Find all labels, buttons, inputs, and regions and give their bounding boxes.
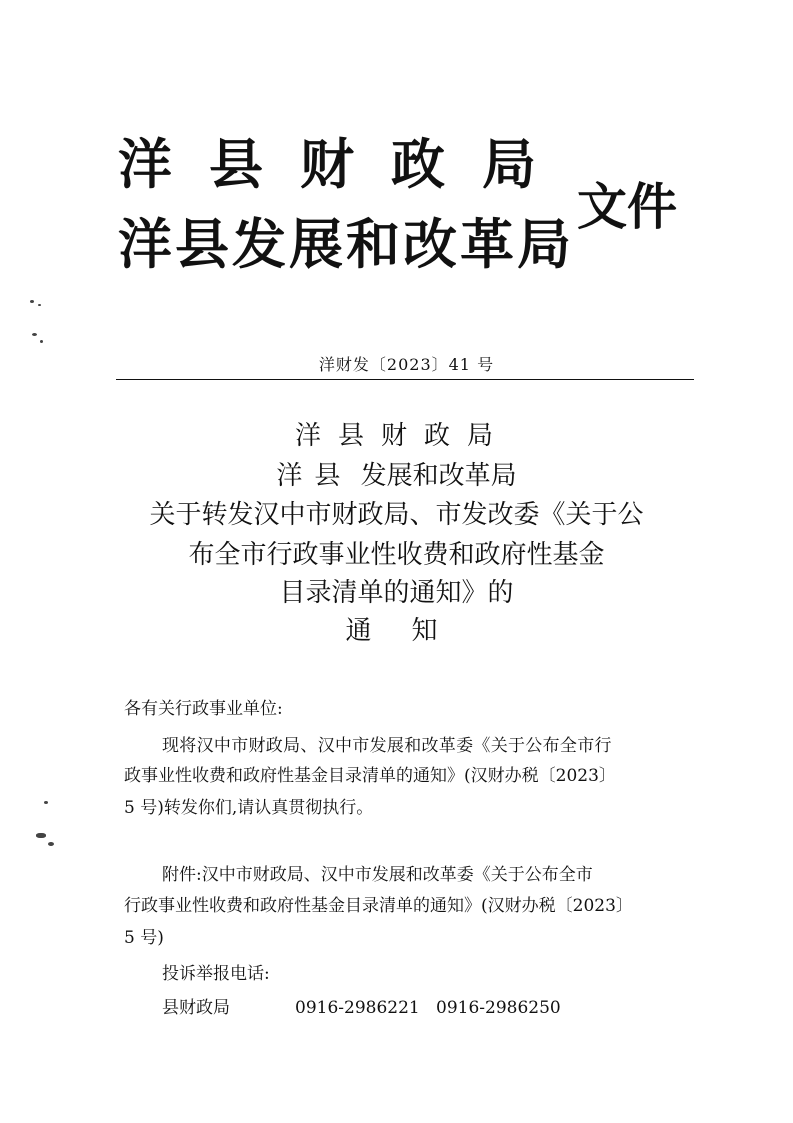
letterhead-line2: 洋县发展和改革局	[118, 213, 574, 276]
scan-speck	[36, 833, 46, 838]
title-line2-bureau: 发展和改革局	[360, 461, 517, 491]
salutation: 各有关行政事业单位:	[124, 699, 283, 719]
scan-speck	[30, 300, 34, 303]
title-line3: 关于转发汉中市财政局、市发改委《关于公	[149, 500, 644, 530]
paragraph1-line1: 现将汉中市财政局、汉中市发展和改革委《关于公布全市行	[162, 736, 612, 756]
scan-speck	[44, 801, 48, 804]
paragraph1-line3: 5 号)转发你们,请认真贯彻执行。	[124, 798, 374, 818]
title-line6: 通知	[345, 616, 478, 646]
scan-speck	[40, 340, 43, 343]
complaint-label: 投诉举报电话:	[162, 964, 270, 984]
title-line2-county: 洋县	[276, 461, 353, 491]
title-line2	[0, 463, 793, 489]
title-line4: 布全市行政事业性收费和政府性基金	[188, 540, 605, 570]
title-line5: 目录清单的通知》的	[279, 578, 514, 608]
attachment-line3: 5 号)	[124, 928, 164, 948]
header-divider	[116, 379, 694, 380]
letterhead-suffix: 文件	[577, 178, 677, 236]
scan-speck	[48, 842, 54, 846]
contact-phone1: 0916-2986221	[295, 998, 420, 1018]
scan-speck	[32, 333, 37, 336]
attachment-line1: 附件:汉中市财政局、汉中市发展和改革委《关于公布全市	[162, 865, 593, 885]
title-line1: 洋县财政局	[294, 421, 510, 451]
contact-department: 县财政局	[162, 998, 230, 1018]
attachment-line2: 行政事业性收费和政府性基金目录清单的通知》(汉财办税〔2023〕	[124, 896, 633, 916]
scan-speck	[38, 304, 41, 306]
letterhead-line1: 洋县财政局	[118, 133, 573, 196]
paragraph1-line2: 政事业性收费和政府性基金目录清单的通知》(汉财办税〔2023〕	[124, 766, 616, 786]
document-number: 洋财发〔2023〕41 号	[318, 355, 495, 374]
contact-phone2: 0916-2986250	[436, 998, 561, 1018]
